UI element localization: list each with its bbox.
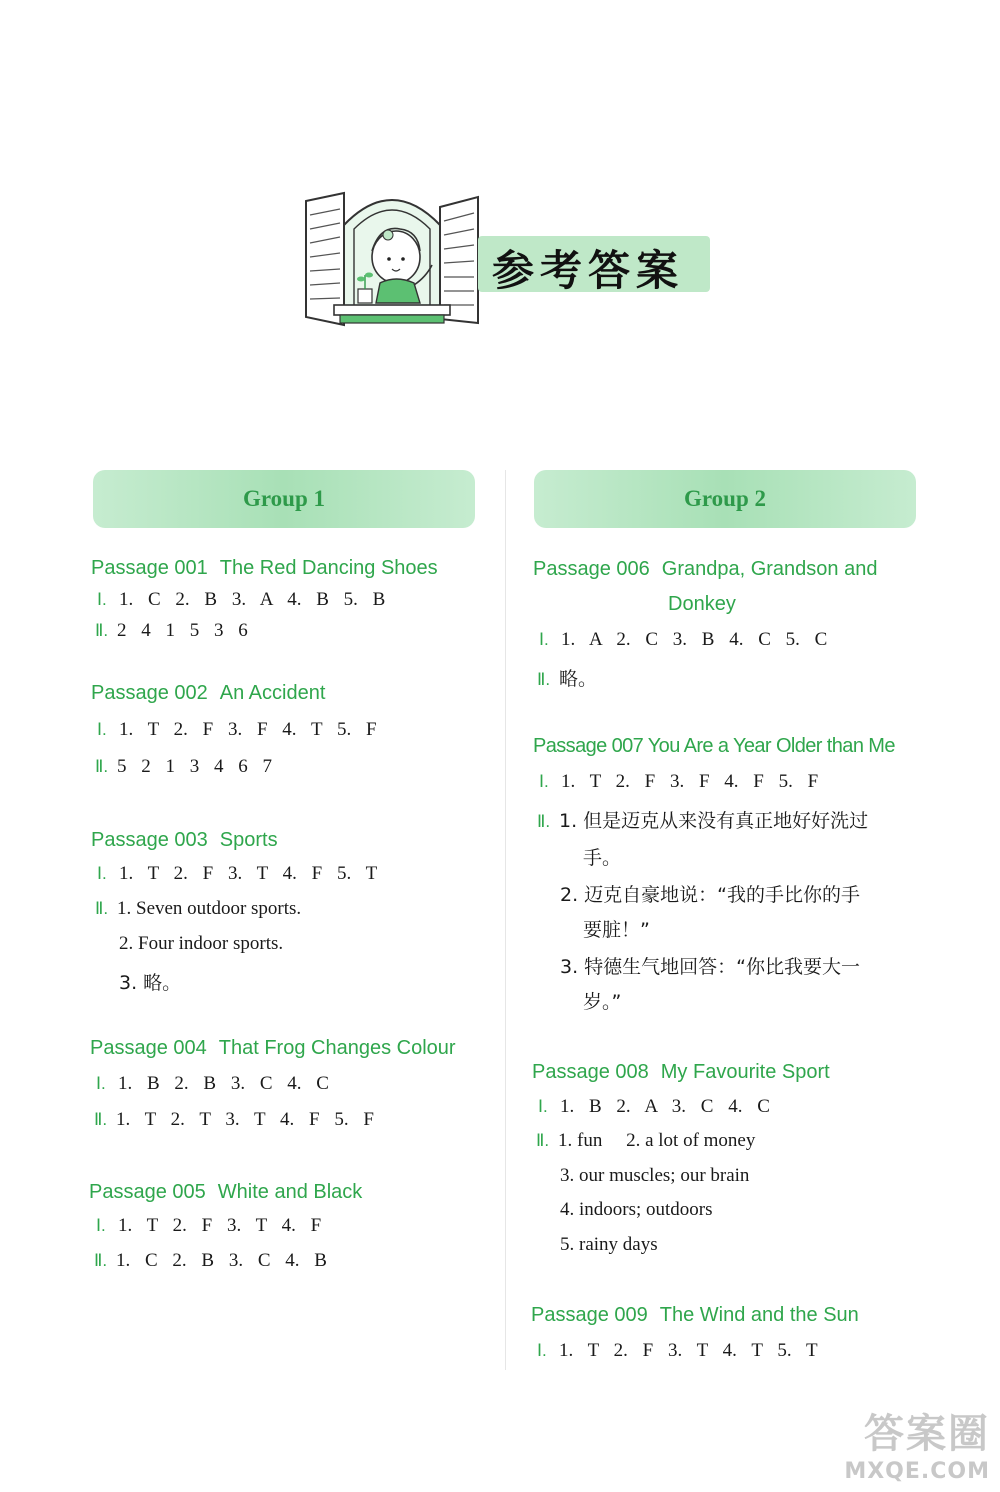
answer-row: Ⅰ. 1. T 2. F 3. F 4. F 5. F — [539, 771, 819, 792]
answer-row: Ⅰ. 1. T 2. F 3. T 4. T 5. T — [537, 1340, 818, 1361]
answer-row: 岁。” — [583, 991, 622, 1013]
group-1-label: Group 1 — [242, 486, 326, 511]
answer-row: Ⅱ. 1. 但是迈克从来没有真正地好好洗过 — [537, 810, 869, 832]
answer-row: 2. Four indoor sports. — [119, 933, 284, 954]
answer-row: Ⅱ. 2 4 1 5 3 6 — [95, 620, 248, 641]
answer-row: Ⅰ. 1. B 2. A 3. C 4. C — [538, 1096, 770, 1117]
answer-row: 2. 迈克自豪地说：“我的手比你的手 — [560, 884, 861, 906]
answer-row: 要脏！” — [583, 919, 650, 941]
passage-title: Passage 007 You Are a Year Older than Me — [533, 735, 895, 757]
answer-row: 3. our muscles; our brain — [560, 1165, 750, 1186]
answer-row: Ⅰ. 1. B 2. B 3. C 4. C — [96, 1073, 329, 1094]
answer-row: Ⅱ. 5 2 1 3 4 6 7 — [95, 756, 272, 777]
answer-row: Ⅰ. 1. A 2. C 3. B 4. C 5. C — [539, 629, 828, 650]
column-divider — [505, 470, 506, 1370]
answer-row: Ⅱ. 1. fun 2. a lot of money — [536, 1130, 756, 1151]
answer-row: Ⅱ. 1. C 2. B 3. C 4. B — [94, 1250, 327, 1271]
passage-title: Passage 009 The Wind and the Sun — [531, 1304, 859, 1326]
answer-row: Ⅱ. 略。 — [537, 668, 598, 690]
passage-title: Passage 008 My Favourite Sport — [532, 1061, 830, 1083]
group-2-banner — [534, 470, 916, 528]
answer-row: 3. 略。 — [119, 972, 182, 994]
answer-row: 5. rainy days — [560, 1234, 658, 1255]
answer-row: 手。 — [583, 847, 622, 869]
answer-row: Ⅰ. 1. T 2. F 3. T 4. F — [96, 1215, 322, 1236]
answer-row: 3. 特德生气地回答：“你比我要大一 — [560, 956, 861, 978]
answer-row: Ⅰ. 1. T 2. F 3. F 4. T 5. F — [97, 719, 377, 740]
answer-row: Ⅰ. 1. T 2. F 3. T 4. F 5. T — [97, 863, 378, 884]
passage-title: Passage 003 Sports — [91, 829, 278, 851]
answer-row: Ⅱ. 1. Seven outdoor sports. — [95, 898, 302, 919]
group-2-label: Group 2 — [683, 486, 767, 511]
group-1-banner — [93, 470, 475, 528]
answer-row: 4. indoors; outdoors — [560, 1199, 713, 1220]
answer-row: Ⅱ. 1. T 2. T 3. T 4. F 5. F — [94, 1109, 374, 1130]
passage-title: Passage 001 The Red Dancing Shoes — [91, 557, 438, 579]
watermark-url: MXQE.COM — [844, 1459, 990, 1484]
passage-title: Passage 002 An Accident — [91, 682, 326, 704]
passage-title: Passage 004 That Frog Changes Colour — [90, 1037, 456, 1059]
watermark — [844, 1402, 990, 1484]
page-title: 参考答案 — [492, 246, 685, 295]
passage-title-continued: Donkey — [668, 593, 736, 615]
watermark-logo-text: 答案圈 — [864, 1411, 990, 1457]
passage-title: Passage 005 White and Black — [89, 1181, 363, 1203]
answer-row: Ⅰ. 1. C 2. B 3. A 4. B 5. B — [97, 589, 386, 610]
passage-title: Passage 006 Grandpa, Grandson and — [533, 558, 878, 580]
